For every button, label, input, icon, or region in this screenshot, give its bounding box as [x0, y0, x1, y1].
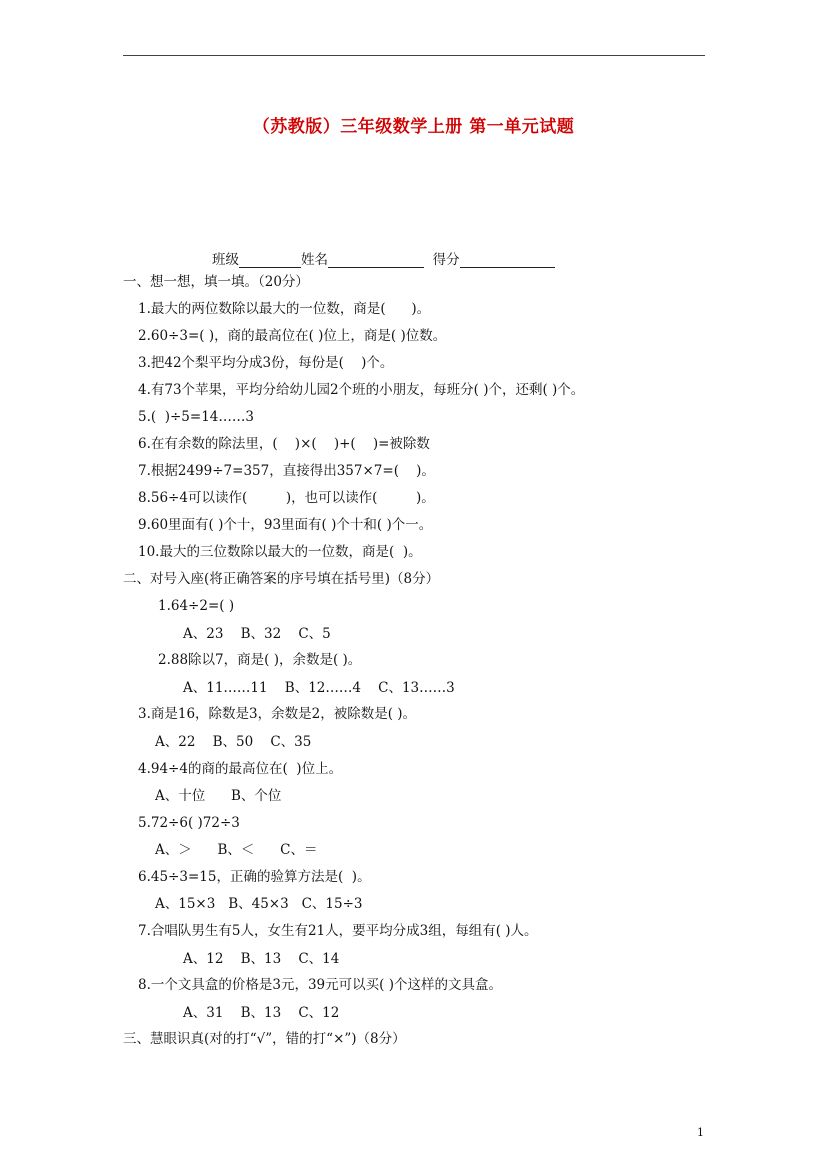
question-line: 5.72÷6( )72÷3	[138, 815, 240, 831]
answer-options: A、＞ B、＜ C、＝	[155, 842, 318, 858]
question-line: 6.在有余数的除法里，( )×( )+( )=被除数	[138, 436, 430, 452]
name-blank	[328, 253, 424, 268]
class-blank	[239, 253, 301, 268]
question-line: 6.45÷3=15，正确的验算方法是( )。	[138, 869, 371, 885]
document-title: （苏教版）三年级数学上册 第一单元试题	[252, 117, 575, 137]
question-line: 4.有73个苹果，平均分给幼儿园2个班的小朋友，每班分( )个，还剩( )个。	[138, 382, 585, 398]
question-line: 7.合唱队男生有5人，女生有21人，要平均分成3组，每组有( )人。	[138, 923, 538, 939]
page-number: 1	[697, 1126, 704, 1139]
section-2-heading: 二、对号入座(将正确答案的序号填在括号里)（8分）	[123, 571, 440, 587]
question-line: 9.60里面有( )个十，93里面有( )个十和( )个一。	[138, 517, 433, 533]
question-line: 8.56÷4可以读作( )，也可以读作( )。	[138, 490, 435, 506]
answer-options: A、15×3 B、45×3 C、15÷3	[155, 896, 363, 912]
section-1-heading: 一、想一想，填一填。（20分）	[123, 274, 309, 290]
answer-options: A、12 B、13 C、14	[183, 951, 340, 967]
question-line: 10.最大的三位数除以最大的一位数，商是( )。	[138, 544, 422, 560]
answer-options: A、23 B、32 C、5	[183, 626, 331, 642]
question-line: 4.94÷4的商的最高位在( )位上。	[138, 761, 343, 777]
question-line: 1.64÷2=( )	[158, 598, 235, 614]
class-label: 班级	[212, 252, 239, 268]
name-label: 姓名	[301, 252, 328, 268]
question-line: 5.( )÷5=14……3	[138, 409, 254, 425]
answer-options: A、十位 B、个位	[155, 788, 282, 804]
question-line: 3.商是16，除数是3，余数是2，被除数是( )。	[138, 706, 417, 722]
score-label: 得分	[432, 252, 460, 268]
student-info-row	[212, 248, 555, 268]
question-line: 8.一个文具盒的价格是3元，39元可以买( )个这样的文具盒。	[138, 977, 502, 993]
question-line: 2.60÷3=( )，商的最高位在( )位上，商是( )位数。	[138, 328, 447, 344]
header-rule	[123, 55, 705, 56]
question-line: 2.88除以7，商是( )，余数是( )。	[158, 652, 362, 668]
question-line: 7.根据2499÷7=357，直接得出357×7=( )。	[138, 463, 435, 479]
answer-options: A、11……11 B、12……4 C、13……3	[183, 680, 455, 696]
answer-options: A、31 B、13 C、12	[183, 1005, 340, 1021]
question-line: 1.最大的两位数除以最大的一位数，商是( )。	[138, 301, 431, 317]
score-blank	[460, 253, 555, 268]
section-3-heading: 三、慧眼识真(对的打“√”，错的打“×”)（8分）	[123, 1031, 406, 1047]
answer-options: A、22 B、50 C、35	[155, 734, 312, 750]
question-line: 3.把42个梨平均分成3份，每份是( )个。	[138, 355, 394, 371]
